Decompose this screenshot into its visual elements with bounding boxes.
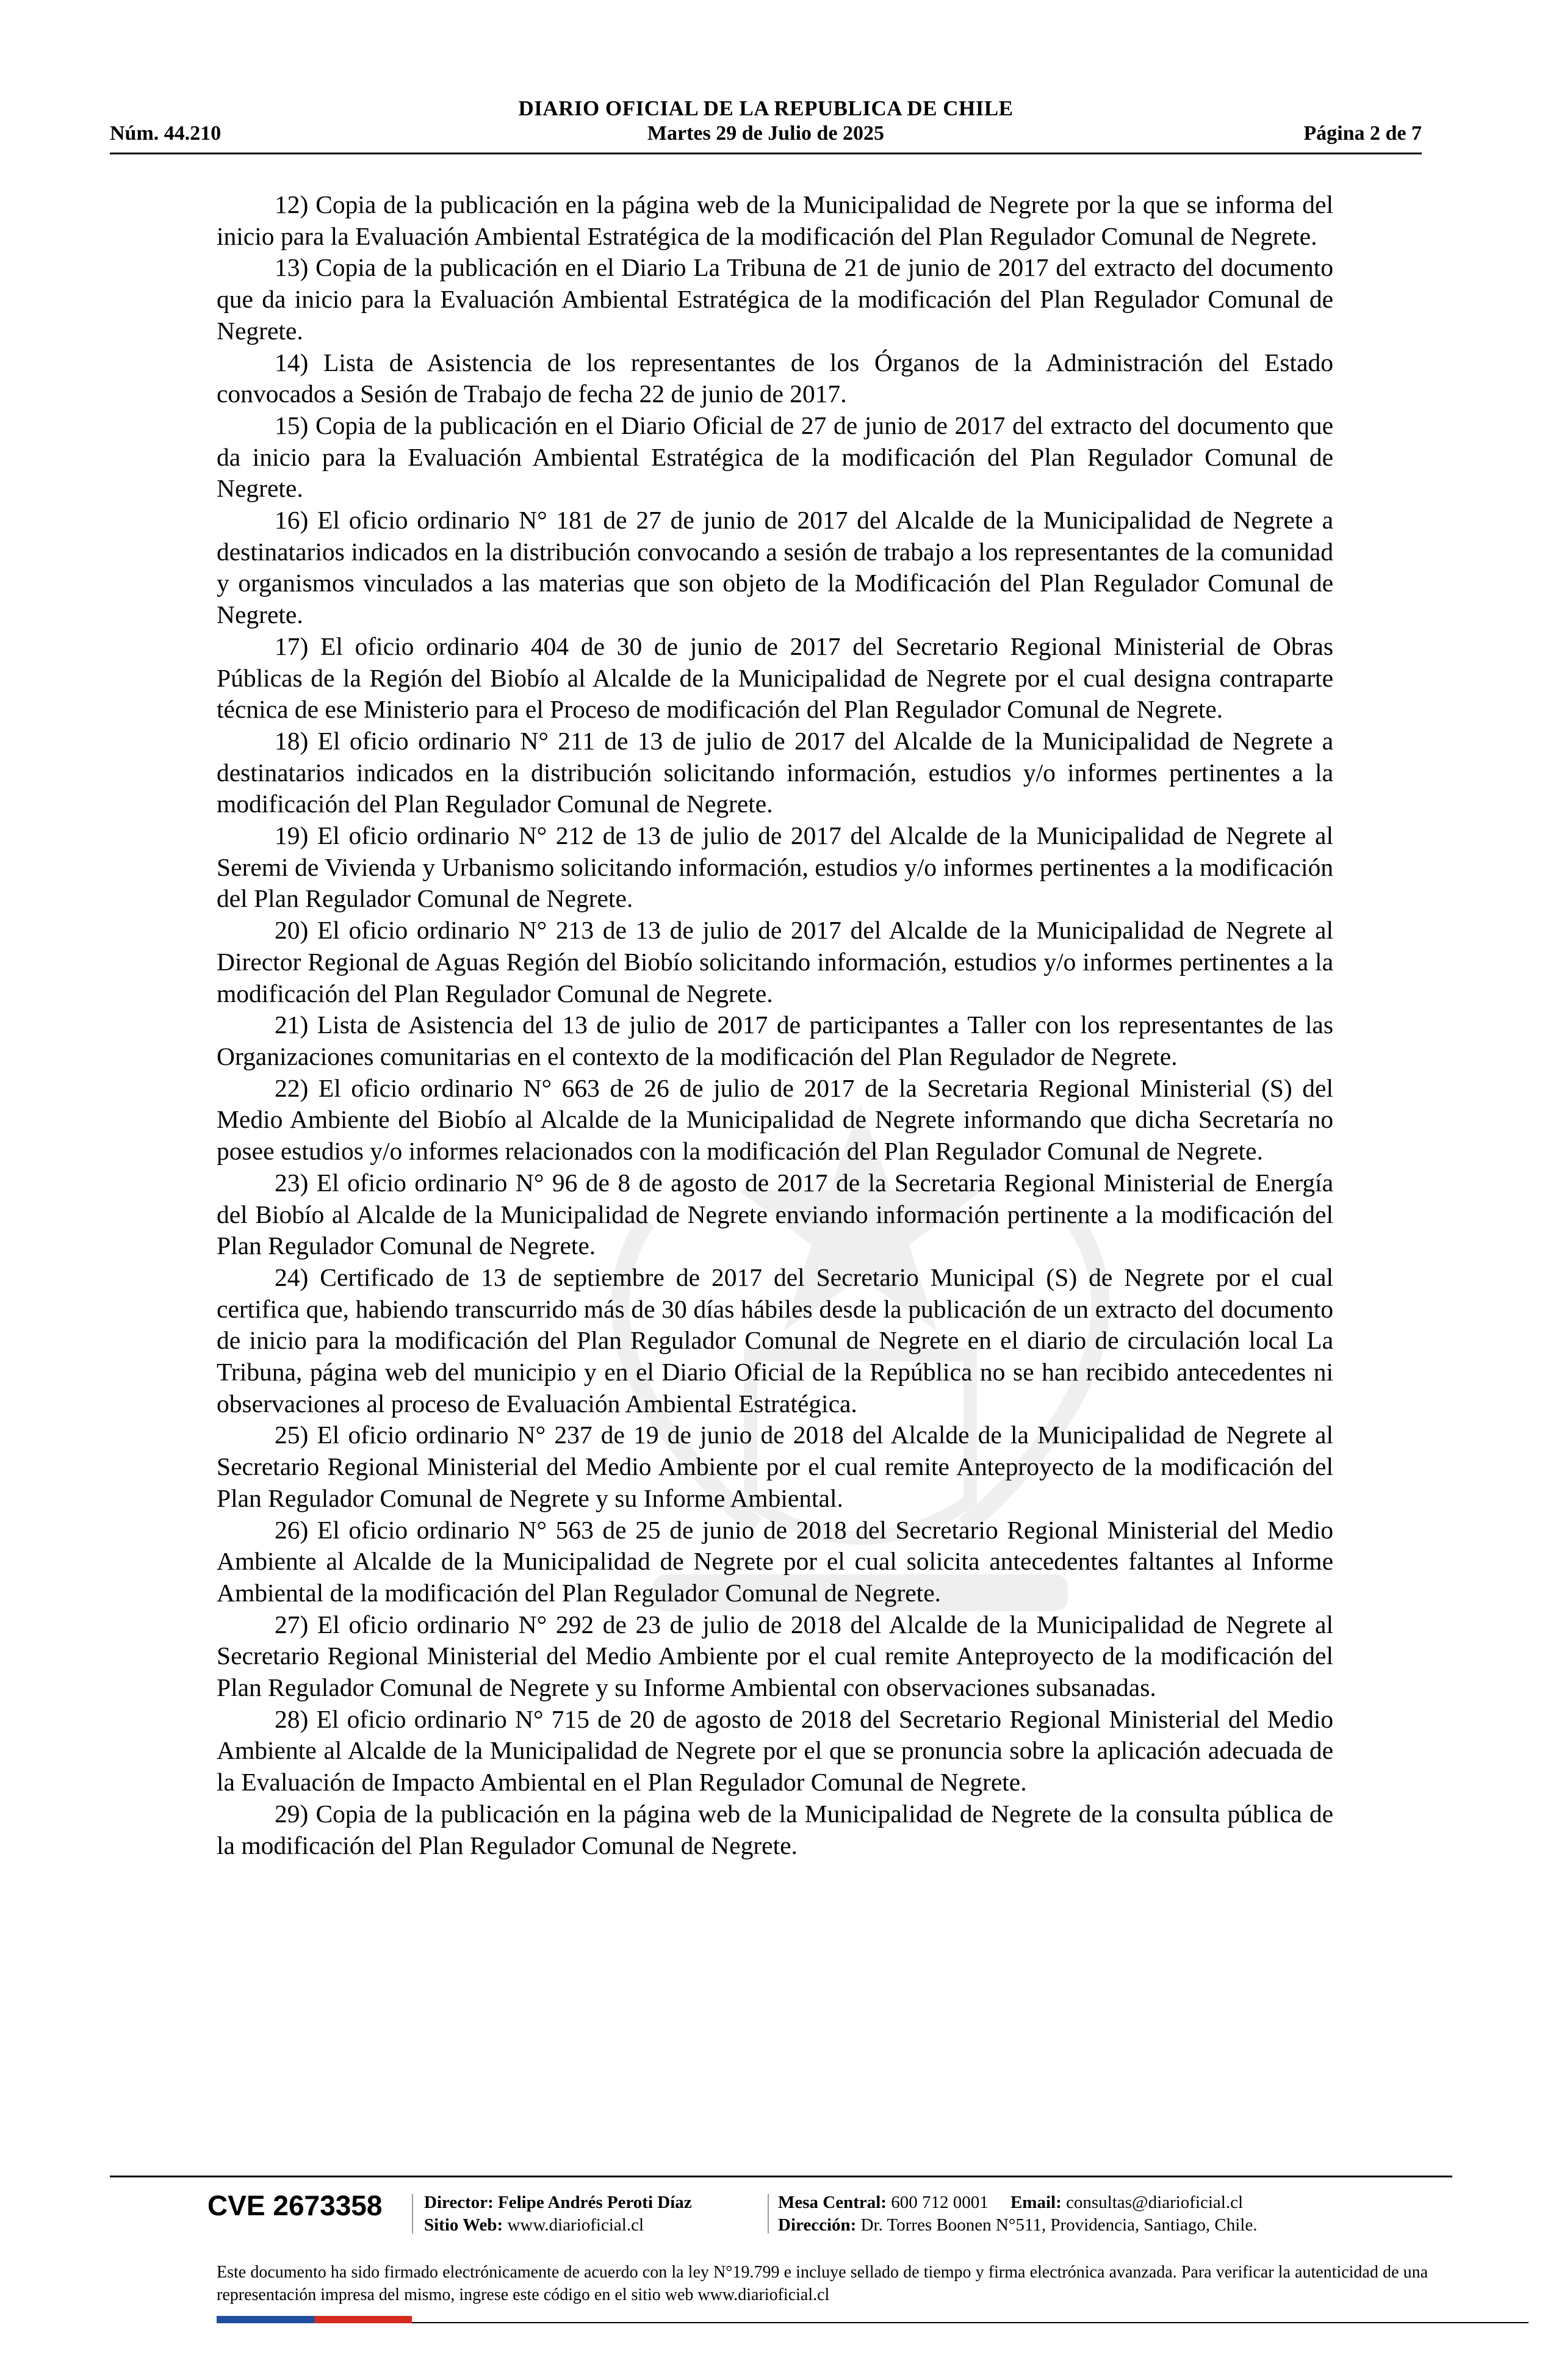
list-item-22: 22) El oficio ordinario N° 663 de 26 de julio de 2017 de la Secretaria Regional Ministerial (S) del Medio Ambiente del Biobío al Alcalde de la Municipalidad de Negrete informando que dicha Secretaría no posee estudios y/o informes relacionados con la modificación del Plan Regulador Comunal de Negrete. — [217, 1073, 1333, 1166]
email-link[interactable]: consultas@diarioficial.cl — [1066, 2193, 1244, 2212]
director-name: Felipe Andrés Peroti Díaz — [498, 2193, 692, 2212]
footer-separator — [412, 2194, 413, 2234]
list-item-20: 20) El oficio ordinario N° 213 de 13 de julio de 2017 del Alcalde de la Municipalidad de Negrete al Director Regional de Aguas Región del Biobío solicitando información, estudios y/o informes pertinentes a la modificación del Plan Regulador Comunal de Negrete. — [217, 916, 1333, 1008]
footer-director-block — [424, 2191, 692, 2237]
header-divider — [110, 153, 1422, 154]
list-item-25: 25) El oficio ordinario N° 237 de 19 de junio de 2018 del Alcalde de la Municipalidad de Negrete al Secretario Regional Ministerial del Medio Ambiente por el cual remite Anteproyecto de la modificación del Plan Regulador Comunal de Negrete y su Informe Ambiental. — [217, 1421, 1333, 1512]
list-item-19: 19) El oficio ordinario N° 212 de 13 de julio de 2017 del Alcalde de la Municipalidad de Negrete al Seremi de Vivienda y Urbanismo solicitando información, estudios y/o informes pertinentes a la modificación del Plan Regulador Comunal de Negrete. — [217, 821, 1333, 913]
phone-value: 600 712 0001 — [891, 2193, 989, 2212]
chile-flag-bar — [217, 2316, 412, 2323]
director-label: Director: — [424, 2193, 494, 2212]
address-label: Dirección: — [778, 2215, 857, 2235]
list-item-21: 21) Lista de Asistencia del 13 de julio de 2017 de participantes a Taller con los representantes de las Organizaciones comunitarias en el contexto de la modificación del Plan Regulador de Negrete. — [217, 1011, 1333, 1070]
list-item-24: 24) Certificado de 13 de septiembre de 2017 del Secretario Municipal (S) de Negrete por el cual certifica que, habiendo transcurrido más de 30 días hábiles desde la publicación de un extracto del documento de inicio para la modificación del Plan Regulador Comunal de Negrete en el diario de circulación local La Tribuna, página web del municipio y en el Diario Oficial de la República no se han recibido antecedentes ni observaciones al proceso de Evaluación Ambiental Estratégica. — [217, 1263, 1333, 1418]
list-item-17: 17) El oficio ordinario 404 de 30 de junio de 2017 del Secretario Regional Ministerial de Obras Públicas de la Región del Biobío al Alcalde de la Municipalidad de Negrete por el cual designa contraparte técnica de ese Ministerio para el Proceso de modificación del Plan Regulador Comunal de Negrete. — [217, 632, 1333, 724]
cve-code: CVE 2673358 — [207, 2190, 383, 2221]
list-item-13: 13) Copia de la publicación en el Diario La Tribuna de 21 de junio de 2017 del extracto del documento que da inicio para la Evaluación Ambiental Estratégica de la modificación del Plan Regulador Comunal de Negrete. — [217, 253, 1333, 345]
footer-divider — [110, 2176, 1452, 2177]
issue-date: Martes 29 de Julio de 2025 — [647, 122, 885, 145]
page-header — [110, 92, 1422, 159]
site-link[interactable]: www.diarioficial.cl — [507, 2215, 644, 2235]
footer-contact-block — [778, 2191, 1257, 2237]
list-item-14: 14) Lista de Asistencia de los representantes de los Órganos de la Administración del Estado convocados a Sesión de Trabajo de fecha 22 de junio de 2017. — [217, 348, 1333, 408]
phone-label: Mesa Central: — [778, 2193, 887, 2212]
flag-blue-segment — [217, 2316, 314, 2323]
electronic-signature-note: Este documento ha sido firmado electrónicamente de acuerdo con la ley N°19.799 e incluye sellado de tiempo y firma electrónica avanzada. Para verificar la autenticidad de una representación impresa del mismo, ingrese este código en el sitio web www.diarioficial.cl — [217, 2263, 1428, 2304]
newspaper-title: DIARIO OFICIAL DE LA REPUBLICA DE CHILE — [518, 96, 1014, 120]
email-label: Email: — [1010, 2193, 1062, 2212]
list-item-23: 23) El oficio ordinario N° 96 de 8 de agosto de 2017 de la Secretaria Regional Ministerial de Energía del Biobío al Alcalde de la Municipalidad de Negrete enviando información pertinente a la modificación del Plan Regulador Comunal de Negrete. — [217, 1168, 1333, 1260]
list-item-15: 15) Copia de la publicación en el Diario Oficial de 27 de junio de 2017 del extracto del documento que da inicio para la Evaluación Ambiental Estratégica de la modificación del Plan Regulador Comunal de Negrete. — [217, 411, 1333, 503]
document-body — [217, 189, 1333, 1861]
list-item-28: 28) El oficio ordinario N° 715 de 20 de agosto de 2018 del Secretario Regional Ministerial del Medio Ambiente al Alcalde de la Municipalidad de Negrete por el que se pronuncia sobre la aplicación adecuada de la Evaluación de Impacto Ambiental en el Plan Regulador Comunal de Negrete. — [217, 1704, 1333, 1797]
list-item-12: 12) Copia de la publicación en la página web de la Municipalidad de Negrete por la que se informa del inicio para la Evaluación Ambiental Estratégica de la modificación del Plan Regulador Comunal de Negrete. — [217, 190, 1333, 250]
site-label: Sitio Web: — [424, 2215, 503, 2235]
footer-bottom-rule — [412, 2322, 1529, 2323]
list-item-18: 18) El oficio ordinario N° 211 de 13 de julio de 2017 del Alcalde de la Municipalidad de Negrete a destinatarios indicados en la distribución solicitando información, estudios y/o informes pertinentes a la modificación del Plan Regulador Comunal de Negrete. — [217, 726, 1333, 818]
footer-separator — [768, 2194, 769, 2234]
issue-number: Núm. 44.210 — [110, 122, 222, 145]
page-number: Página 2 de 7 — [1303, 122, 1422, 145]
list-item-16: 16) El oficio ordinario N° 181 de 27 de junio de 2017 del Alcalde de la Municipalidad de Negrete a destinatarios indicados en la distribución convocando a sesión de trabajo a los representantes de la comunidad y organismos vinculados a las materias que son objeto de la Modificación del Plan Regulador Comunal de Negrete. — [217, 506, 1333, 629]
flag-red-segment — [314, 2316, 412, 2323]
list-item-29: 29) Copia de la publicación en la página web de la Municipalidad de Negrete de la consulta pública de la modificación del Plan Regulador Comunal de Negrete. — [217, 1799, 1333, 1859]
address-value: Dr. Torres Boonen N°511, Providencia, Santiago, Chile. — [860, 2215, 1258, 2235]
list-item-26: 26) El oficio ordinario N° 563 de 25 de junio de 2018 del Secretario Regional Ministerial del Medio Ambiente al Alcalde de la Municipalidad de Negrete por el cual solicita antecedentes faltantes al Informe Ambiental de la modificación del Plan Regulador Comunal de Negrete. — [217, 1515, 1333, 1607]
list-item-27: 27) El oficio ordinario N° 292 de 23 de julio de 2018 del Alcalde de la Municipalidad de Negrete al Secretario Regional Ministerial del Medio Ambiente por el cual remite Anteproyecto de la modificación del Plan Regulador Comunal de Negrete y su Informe Ambiental con observaciones subsanadas. — [217, 1610, 1333, 1702]
